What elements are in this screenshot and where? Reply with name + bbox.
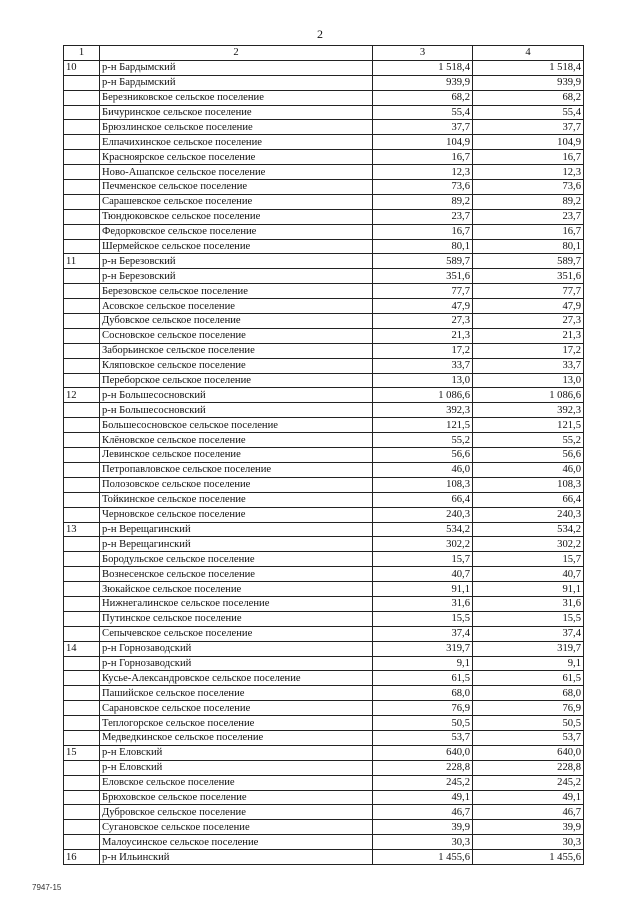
name-cell: Брюховское сельское поселение (100, 790, 373, 805)
row-number-cell: 14 (64, 641, 100, 656)
name-cell: Левинское сельское поселение (100, 448, 373, 463)
value-col3-cell: 33,7 (373, 358, 473, 373)
table-row (64, 641, 584, 656)
value-col3-cell: 55,4 (373, 105, 473, 120)
table-row (64, 448, 584, 463)
row-number-cell (64, 611, 100, 626)
value-col3-cell: 9,1 (373, 656, 473, 671)
table-row (64, 418, 584, 433)
value-col3-cell: 1 518,4 (373, 60, 473, 75)
value-col4-cell: 589,7 (473, 254, 584, 269)
row-number-cell (64, 835, 100, 850)
value-col3-cell: 12,3 (373, 165, 473, 180)
value-col3-cell: 66,4 (373, 492, 473, 507)
row-number-cell (64, 180, 100, 195)
value-col4-cell: 53,7 (473, 730, 584, 745)
value-col3-cell: 80,1 (373, 239, 473, 254)
row-number-cell: 13 (64, 522, 100, 537)
row-number-cell (64, 626, 100, 641)
value-col3-cell: 77,7 (373, 284, 473, 299)
name-cell: Дубовское сельское поселение (100, 314, 373, 329)
value-col3-cell: 319,7 (373, 641, 473, 656)
row-number-cell (64, 328, 100, 343)
value-col3-cell: 245,2 (373, 775, 473, 790)
row-number-cell (64, 582, 100, 597)
page-number: 2 (317, 27, 323, 41)
value-col4-cell: 61,5 (473, 671, 584, 686)
value-col3-cell: 939,9 (373, 75, 473, 90)
name-cell: Елпачихинское сельское поселение (100, 135, 373, 150)
name-cell: р-н Верещагинский (100, 522, 373, 537)
table-row (64, 760, 584, 775)
row-number-cell (64, 343, 100, 358)
value-col3-cell: 47,9 (373, 299, 473, 314)
name-cell: Бородульское сельское поселение (100, 552, 373, 567)
name-cell: р-н Березовский (100, 269, 373, 284)
value-col3-cell: 91,1 (373, 582, 473, 597)
value-col3-cell: 89,2 (373, 194, 473, 209)
row-number-cell (64, 209, 100, 224)
row-number-cell (64, 403, 100, 418)
value-col3-cell: 55,2 (373, 433, 473, 448)
name-cell: Пашийское сельское поселение (100, 686, 373, 701)
value-col4-cell: 37,7 (473, 120, 584, 135)
value-col3-cell: 13,0 (373, 373, 473, 388)
row-number-cell (64, 477, 100, 492)
row-number-cell (64, 165, 100, 180)
table-row (64, 343, 584, 358)
value-col4-cell: 392,3 (473, 403, 584, 418)
row-number-cell (64, 730, 100, 745)
value-col4-cell: 23,7 (473, 209, 584, 224)
row-number-cell (64, 194, 100, 209)
value-col4-cell: 37,4 (473, 626, 584, 641)
value-col4-cell: 12,3 (473, 165, 584, 180)
value-col3-cell: 534,2 (373, 522, 473, 537)
value-col4-cell: 49,1 (473, 790, 584, 805)
value-col4-cell: 17,2 (473, 343, 584, 358)
row-number-cell (64, 671, 100, 686)
value-col3-cell: 37,7 (373, 120, 473, 135)
header-cell: 1 (64, 46, 100, 61)
value-col4-cell: 1 518,4 (473, 60, 584, 75)
row-number-cell (64, 75, 100, 90)
value-col3-cell: 228,8 (373, 760, 473, 775)
row-number-cell (64, 284, 100, 299)
table-row (64, 269, 584, 284)
row-number-cell (64, 135, 100, 150)
value-col4-cell: 351,6 (473, 269, 584, 284)
table-row (64, 745, 584, 760)
table-row (64, 209, 584, 224)
name-cell: Тойкинское сельское поселение (100, 492, 373, 507)
name-cell: Кусье-Александровское сельское поселение (100, 671, 373, 686)
row-number-cell (64, 686, 100, 701)
row-number-cell (64, 269, 100, 284)
value-col4-cell: 56,6 (473, 448, 584, 463)
row-number-cell (64, 314, 100, 329)
document-code: 7947-15 (32, 883, 62, 892)
name-cell: Сарановское сельское поселение (100, 701, 373, 716)
row-number-cell (64, 820, 100, 835)
value-col4-cell: 68,2 (473, 90, 584, 105)
name-cell: Теплогорское сельское поселение (100, 716, 373, 731)
name-cell: р-н Бардымский (100, 60, 373, 75)
row-number-cell (64, 105, 100, 120)
table-row (64, 60, 584, 75)
table-row (64, 120, 584, 135)
table-row (64, 90, 584, 105)
value-col4-cell: 13,0 (473, 373, 584, 388)
name-cell: Печменское сельское поселение (100, 180, 373, 195)
value-col3-cell: 1 455,6 (373, 850, 473, 865)
value-col4-cell: 76,9 (473, 701, 584, 716)
row-number-cell (64, 596, 100, 611)
name-cell: Вознесенское сельское поселение (100, 567, 373, 582)
value-col4-cell: 40,7 (473, 567, 584, 582)
name-cell: Брюзлинское сельское поселение (100, 120, 373, 135)
name-cell: Бичуринское сельское поселение (100, 105, 373, 120)
row-number-cell (64, 358, 100, 373)
value-col4-cell: 228,8 (473, 760, 584, 775)
name-cell: Малоусинское сельское поселение (100, 835, 373, 850)
value-col4-cell: 50,5 (473, 716, 584, 731)
value-col4-cell: 91,1 (473, 582, 584, 597)
table-row (64, 254, 584, 269)
value-col4-cell: 33,7 (473, 358, 584, 373)
name-cell: Петропавловское сельское поселение (100, 462, 373, 477)
name-cell: Медведкинское сельское поселение (100, 730, 373, 745)
value-col3-cell: 121,5 (373, 418, 473, 433)
name-cell: Сепычевское сельское поселение (100, 626, 373, 641)
value-col3-cell: 53,7 (373, 730, 473, 745)
table-row (64, 552, 584, 567)
value-col4-cell: 46,0 (473, 462, 584, 477)
value-col4-cell: 240,3 (473, 507, 584, 522)
table-row (64, 328, 584, 343)
value-col4-cell: 534,2 (473, 522, 584, 537)
row-number-cell: 11 (64, 254, 100, 269)
name-cell: р-н Верещагинский (100, 537, 373, 552)
value-col3-cell: 17,2 (373, 343, 473, 358)
value-col3-cell: 30,3 (373, 835, 473, 850)
table-row (64, 835, 584, 850)
name-cell: Сарашевское сельское поселение (100, 194, 373, 209)
table-row (64, 299, 584, 314)
name-cell: Кляповское сельское поселение (100, 358, 373, 373)
row-number-cell (64, 373, 100, 388)
table-row (64, 611, 584, 626)
value-col3-cell: 31,6 (373, 596, 473, 611)
value-col4-cell: 55,4 (473, 105, 584, 120)
value-col3-cell: 108,3 (373, 477, 473, 492)
value-col4-cell: 77,7 (473, 284, 584, 299)
table-row (64, 537, 584, 552)
name-cell: р-н Горнозаводский (100, 656, 373, 671)
value-col4-cell: 640,0 (473, 745, 584, 760)
name-cell: р-н Большесосновский (100, 403, 373, 418)
value-col4-cell: 9,1 (473, 656, 584, 671)
table-row (64, 105, 584, 120)
name-cell: Дубровское сельское поселение (100, 805, 373, 820)
value-col4-cell: 66,4 (473, 492, 584, 507)
value-col3-cell: 23,7 (373, 209, 473, 224)
value-col4-cell: 15,5 (473, 611, 584, 626)
row-number-cell: 15 (64, 745, 100, 760)
row-number-cell: 16 (64, 850, 100, 865)
value-col3-cell: 16,7 (373, 150, 473, 165)
name-cell: Нижнегалинское сельское поселение (100, 596, 373, 611)
row-number-cell (64, 90, 100, 105)
row-number-cell (64, 567, 100, 582)
table-row (64, 135, 584, 150)
name-cell: Клёновское сельское поселение (100, 433, 373, 448)
value-col4-cell: 939,9 (473, 75, 584, 90)
value-col3-cell: 640,0 (373, 745, 473, 760)
value-col3-cell: 68,0 (373, 686, 473, 701)
table-row (64, 850, 584, 865)
name-cell: Путинское сельское поселение (100, 611, 373, 626)
value-col4-cell: 108,3 (473, 477, 584, 492)
table-row (64, 582, 584, 597)
value-col3-cell: 76,9 (373, 701, 473, 716)
table-row (64, 477, 584, 492)
table-row (64, 567, 584, 582)
row-number-cell (64, 239, 100, 254)
table-row (64, 403, 584, 418)
value-col4-cell: 21,3 (473, 328, 584, 343)
name-cell: Сугановское сельское поселение (100, 820, 373, 835)
value-col4-cell: 31,6 (473, 596, 584, 611)
value-col3-cell: 302,2 (373, 537, 473, 552)
table-row (64, 686, 584, 701)
name-cell: Черновское сельское поселение (100, 507, 373, 522)
table-row (64, 716, 584, 731)
name-cell: Тюндюковское сельское поселение (100, 209, 373, 224)
table-row (64, 373, 584, 388)
row-number-cell (64, 760, 100, 775)
name-cell: Большесосновское сельское поселение (100, 418, 373, 433)
value-col3-cell: 39,9 (373, 820, 473, 835)
table-row (64, 775, 584, 790)
value-col3-cell: 15,5 (373, 611, 473, 626)
row-number-cell (64, 775, 100, 790)
table-row (64, 358, 584, 373)
name-cell: Еловское сельское поселение (100, 775, 373, 790)
value-col3-cell: 37,4 (373, 626, 473, 641)
value-col4-cell: 89,2 (473, 194, 584, 209)
row-number-cell (64, 299, 100, 314)
table-row (64, 701, 584, 716)
value-col4-cell: 1 455,6 (473, 850, 584, 865)
name-cell: р-н Еловский (100, 760, 373, 775)
value-col4-cell: 16,7 (473, 150, 584, 165)
value-col4-cell: 80,1 (473, 239, 584, 254)
table-row (64, 194, 584, 209)
table-row (64, 522, 584, 537)
row-number-cell (64, 448, 100, 463)
name-cell: Ново-Ашапское сельское поселение (100, 165, 373, 180)
value-col4-cell: 319,7 (473, 641, 584, 656)
value-col3-cell: 46,0 (373, 462, 473, 477)
table-row (64, 180, 584, 195)
name-cell: Зюкайское сельское поселение (100, 582, 373, 597)
row-number-cell (64, 656, 100, 671)
value-col4-cell: 55,2 (473, 433, 584, 448)
table-row (64, 165, 584, 180)
value-col3-cell: 21,3 (373, 328, 473, 343)
header-cell: 3 (373, 46, 473, 61)
table-row (64, 224, 584, 239)
row-number-cell (64, 716, 100, 731)
value-col4-cell: 1 086,6 (473, 388, 584, 403)
value-col3-cell: 1 086,6 (373, 388, 473, 403)
name-cell: Федорковское сельское поселение (100, 224, 373, 239)
table-row (64, 805, 584, 820)
name-cell: Березовское сельское поселение (100, 284, 373, 299)
value-col4-cell: 47,9 (473, 299, 584, 314)
name-cell: Переборское сельское поселение (100, 373, 373, 388)
table-header-row (64, 46, 584, 61)
table-row (64, 314, 584, 329)
table-row (64, 820, 584, 835)
value-col3-cell: 68,2 (373, 90, 473, 105)
name-cell: Красноярское сельское поселение (100, 150, 373, 165)
value-col4-cell: 16,7 (473, 224, 584, 239)
row-number-cell (64, 805, 100, 820)
table-row (64, 790, 584, 805)
row-number-cell: 12 (64, 388, 100, 403)
value-col3-cell: 392,3 (373, 403, 473, 418)
row-number-cell (64, 492, 100, 507)
name-cell: р-н Большесосновский (100, 388, 373, 403)
value-col3-cell: 50,5 (373, 716, 473, 731)
value-col4-cell: 302,2 (473, 537, 584, 552)
value-col4-cell: 46,7 (473, 805, 584, 820)
row-number-cell (64, 120, 100, 135)
table-row (64, 492, 584, 507)
name-cell: Сосновское сельское поселение (100, 328, 373, 343)
value-col3-cell: 240,3 (373, 507, 473, 522)
row-number-cell (64, 462, 100, 477)
name-cell: р-н Ильинский (100, 850, 373, 865)
table-row (64, 462, 584, 477)
row-number-cell (64, 418, 100, 433)
table-row (64, 433, 584, 448)
value-col4-cell: 245,2 (473, 775, 584, 790)
value-col4-cell: 15,7 (473, 552, 584, 567)
table-row (64, 388, 584, 403)
value-col3-cell: 46,7 (373, 805, 473, 820)
row-number-cell (64, 224, 100, 239)
name-cell: Заборьинское сельское поселение (100, 343, 373, 358)
name-cell: Шермейское сельское поселение (100, 239, 373, 254)
value-col4-cell: 30,3 (473, 835, 584, 850)
row-number-cell (64, 537, 100, 552)
row-number-cell (64, 507, 100, 522)
row-number-cell (64, 701, 100, 716)
table-row (64, 671, 584, 686)
value-col4-cell: 73,6 (473, 180, 584, 195)
value-col3-cell: 61,5 (373, 671, 473, 686)
value-col3-cell: 49,1 (373, 790, 473, 805)
name-cell: р-н Бардымский (100, 75, 373, 90)
value-col3-cell: 73,6 (373, 180, 473, 195)
value-col3-cell: 15,7 (373, 552, 473, 567)
value-col3-cell: 16,7 (373, 224, 473, 239)
table-row (64, 284, 584, 299)
value-col3-cell: 27,3 (373, 314, 473, 329)
table-row (64, 626, 584, 641)
table-row (64, 239, 584, 254)
name-cell: Полозовское сельское поселение (100, 477, 373, 492)
row-number-cell: 10 (64, 60, 100, 75)
row-number-cell (64, 552, 100, 567)
table-row (64, 75, 584, 90)
name-cell: Березниковское сельское поселение (100, 90, 373, 105)
name-cell: Асовское сельское поселение (100, 299, 373, 314)
name-cell: р-н Горнозаводский (100, 641, 373, 656)
value-col4-cell: 27,3 (473, 314, 584, 329)
allocation-table (63, 45, 584, 865)
table-row (64, 656, 584, 671)
table-row (64, 730, 584, 745)
row-number-cell (64, 433, 100, 448)
value-col4-cell: 68,0 (473, 686, 584, 701)
table-row (64, 150, 584, 165)
row-number-cell (64, 150, 100, 165)
table-row (64, 596, 584, 611)
value-col3-cell: 56,6 (373, 448, 473, 463)
value-col4-cell: 121,5 (473, 418, 584, 433)
row-number-cell (64, 790, 100, 805)
name-cell: р-н Березовский (100, 254, 373, 269)
value-col3-cell: 589,7 (373, 254, 473, 269)
value-col4-cell: 39,9 (473, 820, 584, 835)
header-cell: 4 (473, 46, 584, 61)
value-col3-cell: 40,7 (373, 567, 473, 582)
header-cell: 2 (100, 46, 373, 61)
value-col4-cell: 104,9 (473, 135, 584, 150)
value-col3-cell: 351,6 (373, 269, 473, 284)
name-cell: р-н Еловский (100, 745, 373, 760)
table-row (64, 507, 584, 522)
value-col3-cell: 104,9 (373, 135, 473, 150)
